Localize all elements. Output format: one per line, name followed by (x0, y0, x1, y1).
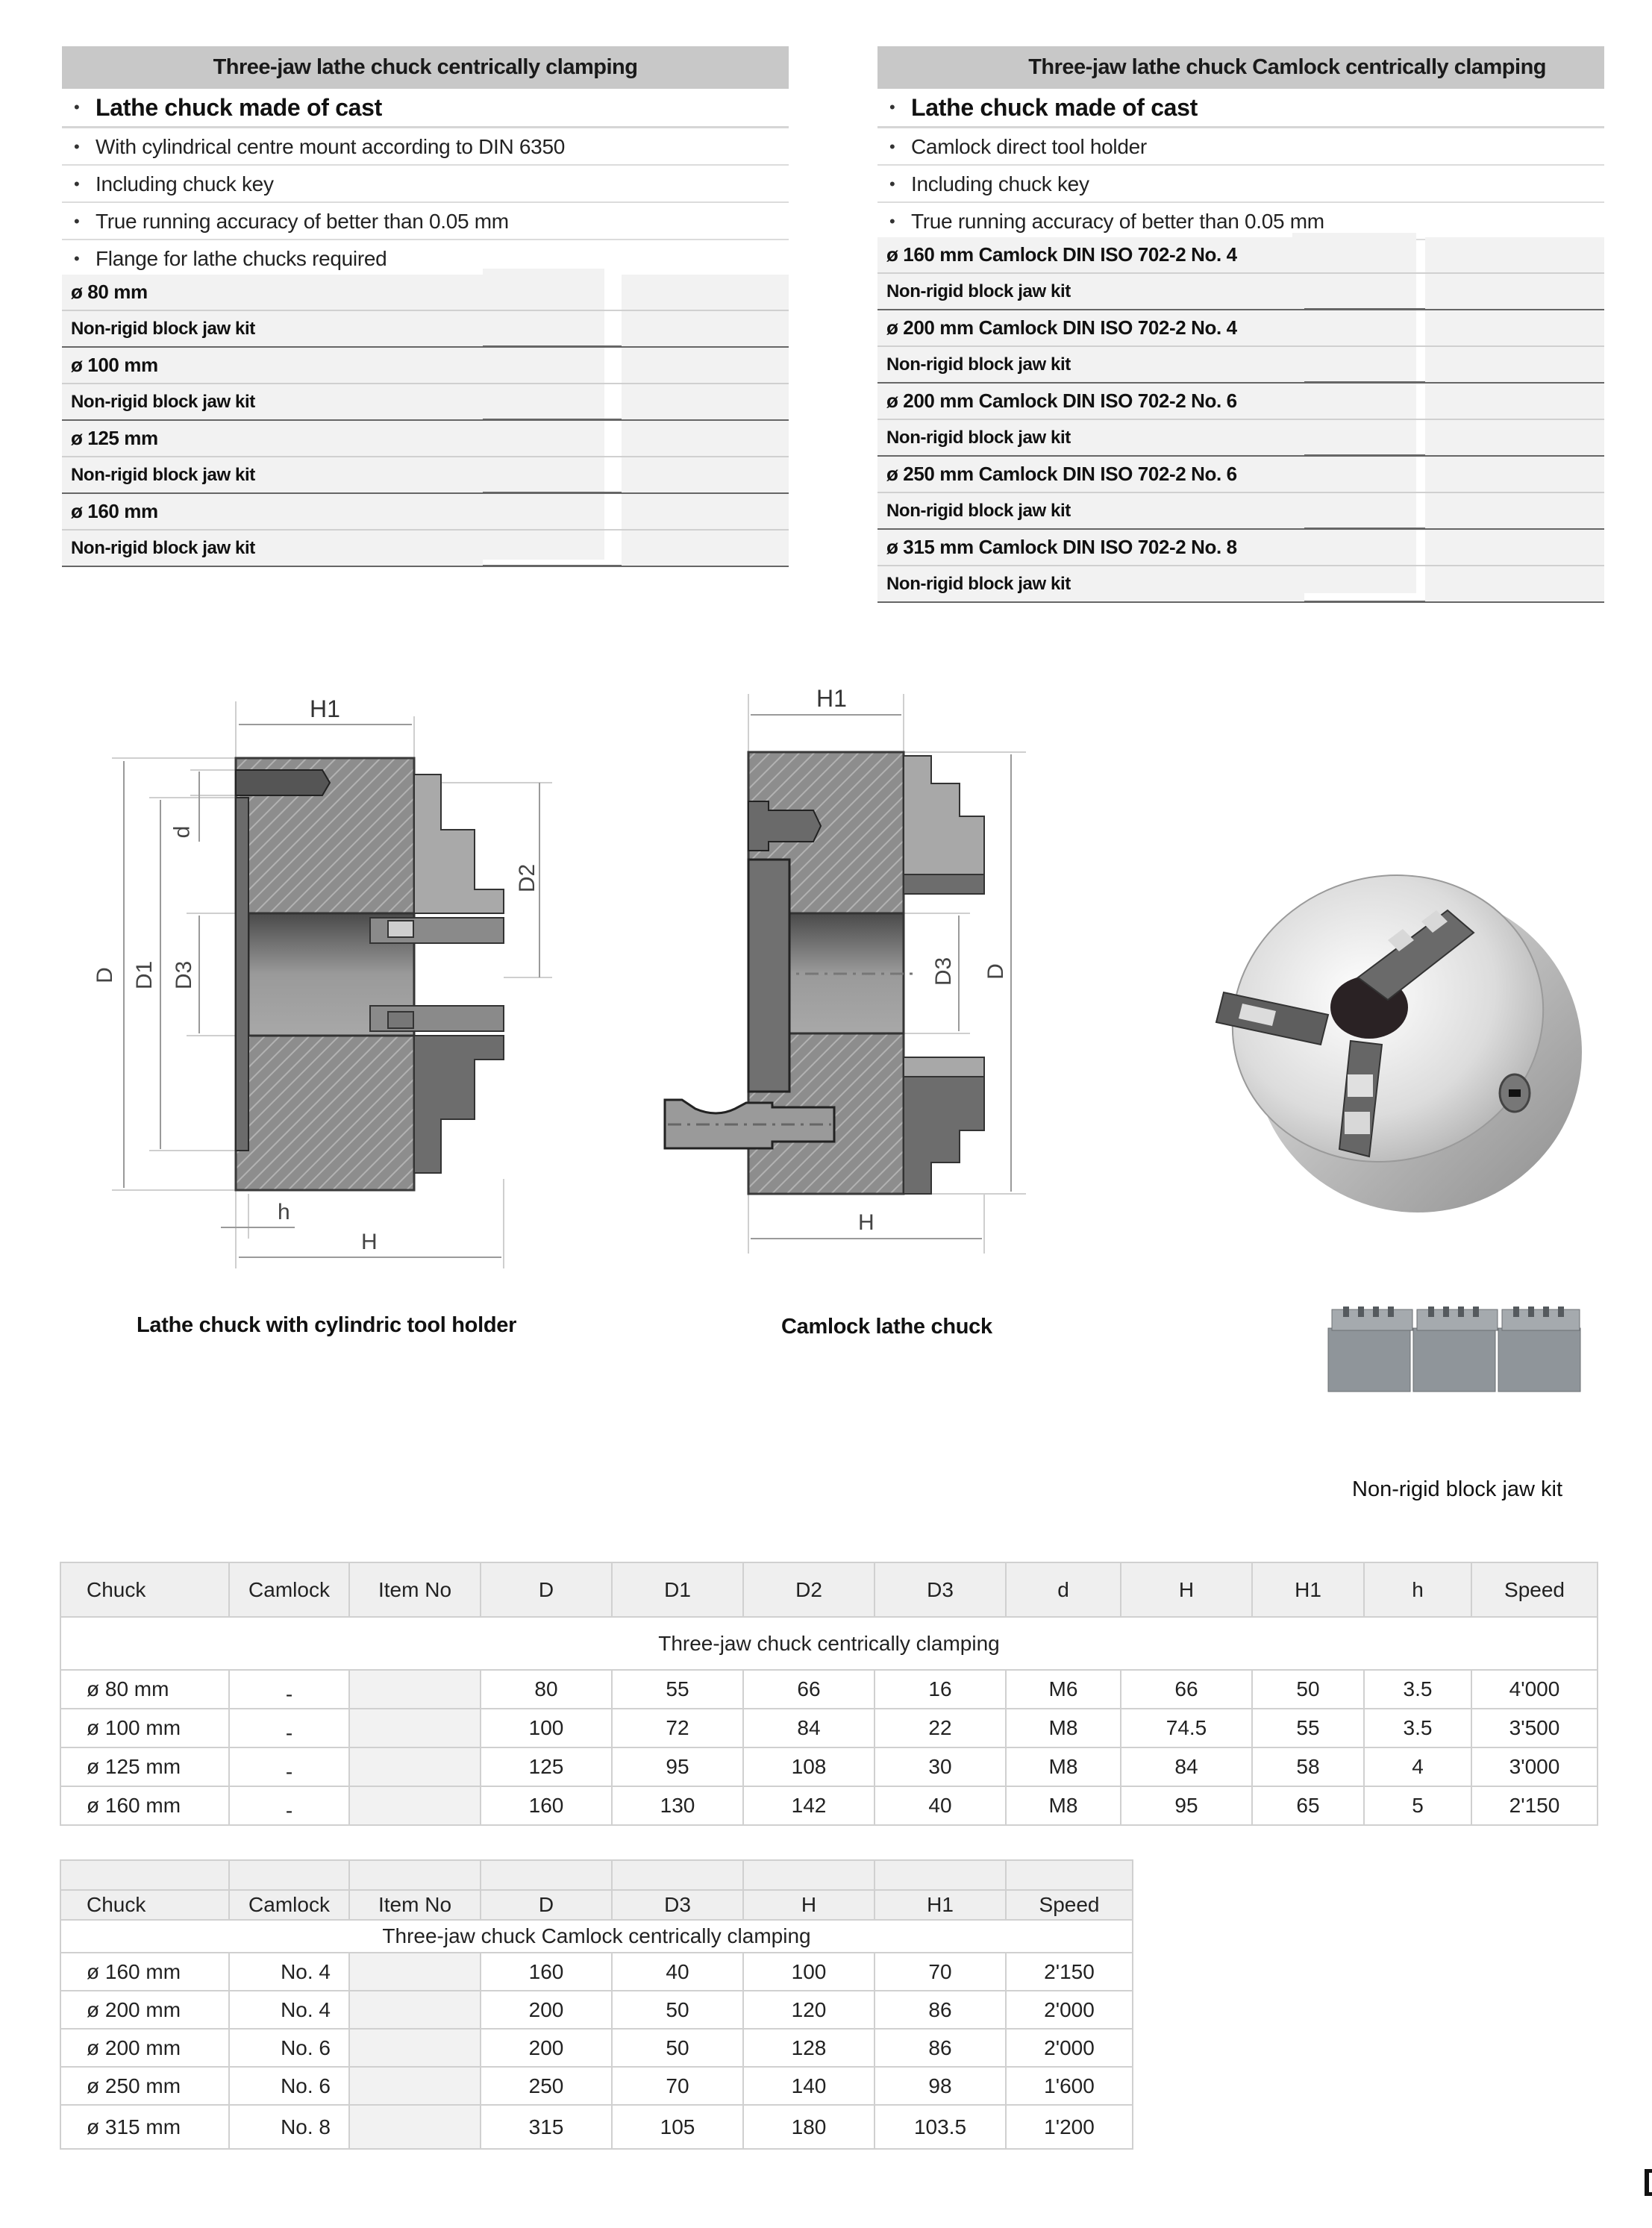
value-cell: M8 (1006, 1786, 1121, 1825)
option-kit-label: Non-rigid block jaw kit (62, 384, 483, 419)
dim-label-d: D (983, 963, 1008, 980)
value-cell: 2'000 (1006, 2029, 1133, 2067)
dim-label-h1: H1 (310, 695, 340, 722)
value-cell: 160 (481, 1786, 612, 1825)
camlock-cell: - (229, 1670, 349, 1709)
value-cell: 200 (481, 2029, 612, 2067)
bullet-icon: • (74, 249, 80, 268)
bullet-icon: • (74, 175, 80, 193)
column-header: D3 (612, 1890, 743, 1920)
column-header: H (743, 1890, 875, 1920)
value-cell: 86 (875, 2029, 1006, 2067)
panel-title: Three-jaw lathe chuck Camlock centrically clamping (877, 46, 1604, 89)
chuck-size-cell: ø 315 mm (60, 2105, 229, 2149)
value-cell: 2'000 (1006, 1991, 1133, 2029)
item-number-cell (349, 1709, 481, 1747)
option-kit-label: Non-rigid block jaw kit (877, 493, 1304, 528)
bullet-icon: • (74, 212, 80, 231)
table-row (60, 1991, 1133, 2029)
table-row (60, 2029, 1133, 2067)
feature-text: With cylindrical centre mount according to DIN 6350 (96, 135, 565, 158)
group-label: Three-jaw chuck centrically clamping (60, 1617, 1598, 1670)
dim-label-h: H (361, 1230, 378, 1254)
item-number-cell (349, 1991, 481, 2029)
value-cell: 58 (1252, 1747, 1364, 1786)
value-cell: 315 (481, 2105, 612, 2149)
table-row (60, 2105, 1133, 2149)
camlock-cell: No. 4 (229, 1953, 349, 1991)
value-cell: 95 (1121, 1786, 1252, 1825)
block-jaw (1328, 1309, 1580, 1392)
value-cell: 108 (743, 1747, 875, 1786)
spec-table-cylindric (60, 1562, 1598, 1826)
value-cell: 130 (612, 1786, 743, 1825)
item-number-cell (349, 1670, 481, 1709)
item-number-cell (349, 2029, 481, 2067)
lathe-chuck-photo (1209, 828, 1582, 1224)
value-cell: 50 (1252, 1670, 1364, 1709)
block-jaw-kit-photo (1328, 1302, 1582, 1395)
bullet-icon: • (889, 175, 895, 193)
option-kit-label: Non-rigid block jaw kit (877, 420, 1304, 455)
column-header: h (1364, 1562, 1471, 1617)
dim-label-d: D (92, 967, 117, 983)
camlock-cell: - (229, 1786, 349, 1825)
value-cell: 3'000 (1471, 1747, 1598, 1786)
value-cell: 84 (1121, 1747, 1252, 1786)
camlock-cell: - (229, 1747, 349, 1786)
value-cell: 4 (1364, 1747, 1471, 1786)
table-row (60, 1953, 1133, 1991)
option-kit-label: Non-rigid block jaw kit (877, 274, 1304, 309)
value-cell: 250 (481, 2067, 612, 2105)
value-cell: 22 (875, 1709, 1006, 1747)
option-size-label: ø 250 mm Camlock DIN ISO 702-2 No. 6 (877, 457, 1304, 492)
item-number-cell (349, 1786, 481, 1825)
value-cell: 16 (875, 1670, 1006, 1709)
value-cell: 125 (481, 1747, 612, 1786)
dim-label-d3: D3 (931, 957, 957, 986)
value-cell: 105 (612, 2105, 743, 2149)
option-kit-label: Non-rigid block jaw kit (877, 566, 1304, 601)
column-header: Item No (349, 1562, 481, 1617)
chuck-size-cell: ø 250 mm (60, 2067, 229, 2105)
value-cell: 4'000 (1471, 1670, 1598, 1709)
value-cell: 98 (875, 2067, 1006, 2105)
value-cell: 160 (481, 1953, 612, 1991)
column-header: H1 (875, 1890, 1006, 1920)
option-price-cell (1425, 530, 1604, 565)
bullet-icon: • (889, 212, 895, 231)
value-cell: M6 (1006, 1670, 1121, 1709)
item-number-cell (349, 2067, 481, 2105)
option-kit-label: Non-rigid block jaw kit (877, 347, 1304, 382)
value-cell: 3.5 (1364, 1709, 1471, 1747)
table-row (60, 1670, 1598, 1709)
figure-caption-camlock: Camlock lathe chuck (781, 1315, 992, 1339)
option-price-cell (1425, 384, 1604, 419)
column-header: Speed (1006, 1890, 1133, 1920)
column-header: Camlock (229, 1890, 349, 1920)
value-cell: 70 (875, 1953, 1006, 1991)
option-kit-label: Non-rigid block jaw kit (62, 457, 483, 492)
option-size-label: ø 125 mm (62, 421, 483, 456)
chuck-size-cell: ø 160 mm (60, 1786, 229, 1825)
spec-table-camlock (60, 1859, 1133, 2150)
option-price-cell (1425, 457, 1604, 492)
bullet-icon: • (74, 98, 80, 116)
item-number-cell (349, 1953, 481, 1991)
value-cell: 100 (481, 1709, 612, 1747)
value-cell: 180 (743, 2105, 875, 2149)
chuck-size-cell: ø 100 mm (60, 1709, 229, 1747)
value-cell: 95 (612, 1747, 743, 1786)
column-header: H (1121, 1562, 1252, 1617)
table-row (60, 2067, 1133, 2105)
table-header-row (60, 1890, 1133, 1920)
option-price-cell (1425, 237, 1604, 272)
dim-label-small-d: d (169, 825, 195, 839)
column-header: D3 (875, 1562, 1006, 1617)
value-cell: 84 (743, 1709, 875, 1747)
value-cell: 72 (612, 1709, 743, 1747)
column-header: D (481, 1562, 612, 1617)
option-size-label: ø 315 mm Camlock DIN ISO 702-2 No. 8 (877, 530, 1304, 565)
option-price-cell (1425, 420, 1604, 455)
table-row (60, 1709, 1598, 1747)
page-corner-bracket (1645, 2169, 1652, 2196)
bullet-icon: • (889, 137, 895, 156)
chuck-size-cell: ø 160 mm (60, 1953, 229, 1991)
dim-label-d3: D3 (172, 960, 197, 990)
value-cell: 80 (481, 1670, 612, 1709)
feature-text: Flange for lathe chucks required (96, 247, 387, 270)
value-cell: 40 (612, 1953, 743, 1991)
column-header: D1 (612, 1562, 743, 1617)
chuck-size-cell: ø 125 mm (60, 1747, 229, 1786)
panel-title: Three-jaw lathe chuck centrically clamping (62, 46, 789, 89)
figure-caption-jaw-kit: Non-rigid block jaw kit (1352, 1477, 1563, 1501)
value-cell: 5 (1364, 1786, 1471, 1825)
option-price-cell (1425, 347, 1604, 382)
dim-label-small-h: h (278, 1200, 290, 1224)
value-cell: 2'150 (1471, 1786, 1598, 1825)
value-cell: M8 (1006, 1709, 1121, 1747)
column-header: D (481, 1890, 612, 1920)
dim-label-d1: D1 (132, 960, 157, 990)
value-cell: 200 (481, 1991, 612, 2029)
value-cell: 55 (612, 1670, 743, 1709)
column-header: Chuck (60, 1890, 229, 1920)
table-blank-band (60, 1860, 1133, 1890)
option-price-cell (1425, 493, 1604, 528)
dim-label-d2: D2 (515, 863, 540, 893)
camlock-cell: No. 6 (229, 2067, 349, 2105)
option-size-label: ø 160 mm Camlock DIN ISO 702-2 No. 4 (877, 237, 1304, 272)
column-header: H1 (1252, 1562, 1364, 1617)
camlock-cell: No. 6 (229, 2029, 349, 2067)
table-group-row (60, 1617, 1598, 1670)
value-cell: 70 (612, 2067, 743, 2105)
group-label: Three-jaw chuck Camlock centrically clamping (60, 1920, 1133, 1953)
value-cell: 86 (875, 1991, 1006, 2029)
value-cell: 55 (1252, 1709, 1364, 1747)
feature-text: Camlock direct tool holder (911, 135, 1147, 158)
item-number-cell (349, 1747, 481, 1786)
feature-text: Including chuck key (911, 172, 1089, 195)
option-kit-label: Non-rigid block jaw kit (62, 531, 483, 566)
value-cell: 66 (743, 1670, 875, 1709)
bullet-icon: • (74, 137, 80, 156)
option-size-label: ø 200 mm Camlock DIN ISO 702-2 No. 4 (877, 310, 1304, 345)
feature-text: Lathe chuck made of cast (96, 94, 383, 121)
camlock-chuck-drawing (0, 0, 1045, 1283)
chuck-size-cell: ø 200 mm (60, 1991, 229, 2029)
feature-text: Including chuck key (96, 172, 274, 195)
table-row (60, 1786, 1598, 1825)
value-cell: 140 (743, 2067, 875, 2105)
column-header: Speed (1471, 1562, 1598, 1617)
column-header: Chuck (60, 1562, 229, 1617)
option-size-label: ø 80 mm (62, 275, 483, 310)
column-header: D2 (743, 1562, 875, 1617)
option-kit-label: Non-rigid block jaw kit (62, 311, 483, 346)
chuck-size-cell: ø 200 mm (60, 2029, 229, 2067)
option-size-label: ø 160 mm (62, 494, 483, 529)
value-cell: 50 (612, 1991, 743, 2029)
option-size-label: ø 100 mm (62, 348, 483, 383)
value-cell: 40 (875, 1786, 1006, 1825)
column-header: Item No (349, 1890, 481, 1920)
value-cell: 100 (743, 1953, 875, 1991)
camlock-cell: No. 8 (229, 2105, 349, 2149)
value-cell: 1'600 (1006, 2067, 1133, 2105)
chuck-size-cell: ø 80 mm (60, 1670, 229, 1709)
feature-text: Lathe chuck made of cast (911, 94, 1198, 121)
value-cell: 103.5 (875, 2105, 1006, 2149)
camlock-cell: No. 4 (229, 1991, 349, 2029)
value-cell: 65 (1252, 1786, 1364, 1825)
value-cell: 66 (1121, 1670, 1252, 1709)
value-cell: 1'200 (1006, 2105, 1133, 2149)
value-cell: 3'500 (1471, 1709, 1598, 1747)
value-cell: 30 (875, 1747, 1006, 1786)
feature-text: True running accuracy of better than 0.05 mm (911, 210, 1324, 233)
item-number-cell (349, 2105, 481, 2149)
value-cell: 74.5 (1121, 1709, 1252, 1747)
value-cell: 2'150 (1006, 1953, 1133, 1991)
option-price-cell (1425, 310, 1604, 345)
column-header: Camlock (229, 1562, 349, 1617)
table-header-row (60, 1562, 1598, 1617)
option-price-cell (1425, 566, 1604, 601)
dim-label-h: H (858, 1210, 875, 1235)
value-cell: 120 (743, 1991, 875, 2029)
figure-caption-cylindric: Lathe chuck with cylindric tool holder (137, 1313, 517, 1337)
dim-label-h1: H1 (816, 685, 847, 712)
option-price-cell (1425, 274, 1604, 309)
table-row (60, 1747, 1598, 1786)
column-header: d (1006, 1562, 1121, 1617)
camlock-cell: - (229, 1709, 349, 1747)
value-cell: 50 (612, 2029, 743, 2067)
table-group-row (60, 1920, 1133, 1953)
value-cell: 128 (743, 2029, 875, 2067)
feature-text: True running accuracy of better than 0.05 mm (96, 210, 509, 233)
value-cell: M8 (1006, 1747, 1121, 1786)
bullet-icon: • (889, 98, 895, 116)
value-cell: 142 (743, 1786, 875, 1825)
value-cell: 3.5 (1364, 1670, 1471, 1709)
option-size-label: ø 200 mm Camlock DIN ISO 702-2 No. 6 (877, 384, 1304, 419)
